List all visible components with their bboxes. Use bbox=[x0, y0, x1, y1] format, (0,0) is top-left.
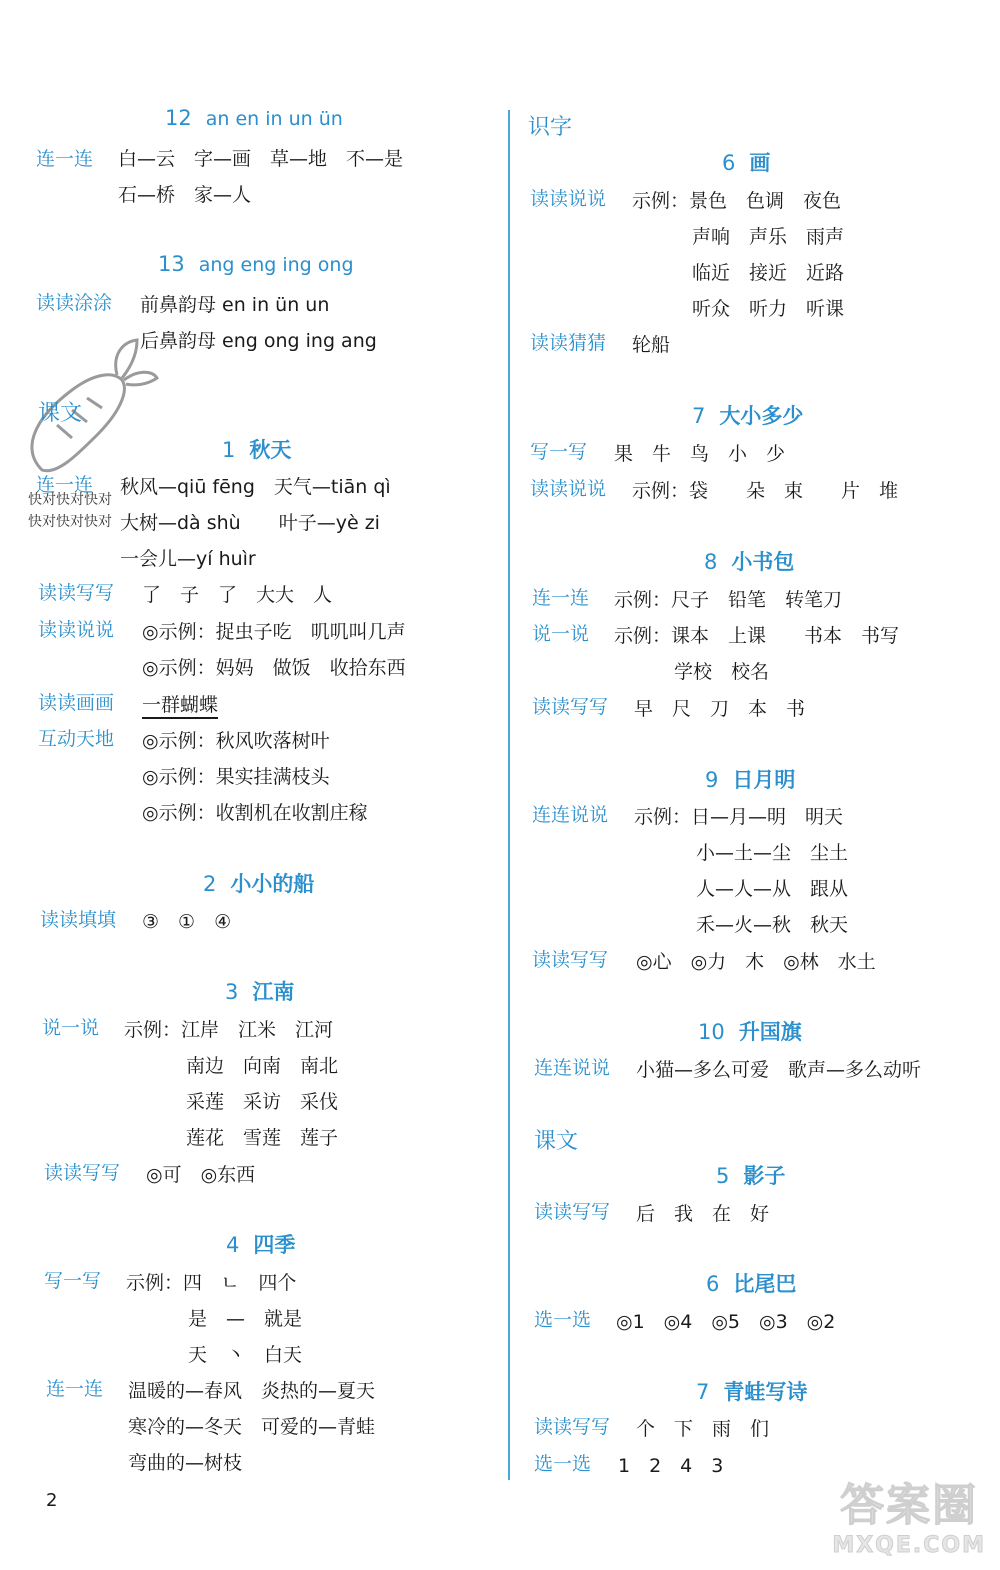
exercise-label: 连一连 bbox=[532, 587, 590, 609]
lesson-3-title bbox=[225, 976, 294, 1006]
exercise-label: 写一写 bbox=[530, 441, 588, 463]
lesson-title: 小书包 bbox=[731, 550, 795, 574]
answer-line: ◎示例：果实挂满枝头 bbox=[142, 766, 330, 788]
section-heading: 课文 bbox=[38, 401, 83, 426]
answer-line: 声响 声乐 雨声 bbox=[692, 226, 845, 248]
exercise-label: 选一选 bbox=[534, 1453, 592, 1475]
answer-line: 是 — 就是 bbox=[188, 1308, 303, 1330]
answer-line: 后鼻韵母 eng ong ing ang bbox=[140, 330, 377, 352]
lesson-title: 日月明 bbox=[732, 768, 796, 792]
lesson-number: 2 bbox=[203, 872, 217, 896]
answer-line: 个 下 雨 们 bbox=[636, 1418, 770, 1440]
lesson-number: 6 bbox=[722, 151, 736, 175]
answer-line: 示例：袋 朵 束 片 堆 bbox=[632, 480, 899, 502]
lesson-title: 比尾巴 bbox=[733, 1272, 797, 1296]
answer-line: 一会儿—yí huìr bbox=[120, 548, 256, 570]
lesson-number: 13 bbox=[158, 252, 185, 276]
answer-line: 白—云 字—画 草—地 不—是 bbox=[118, 148, 404, 170]
lesson-8-title bbox=[704, 546, 794, 576]
exercise-label: 写一写 bbox=[44, 1270, 102, 1292]
lesson-number: 1 bbox=[222, 438, 236, 462]
lesson-number: 12 bbox=[165, 106, 192, 130]
answer-line: 前鼻韵母 en in ün un bbox=[140, 294, 330, 316]
answer-line: 小—土—尘 尘土 bbox=[696, 842, 849, 864]
exercise-label: 读读说说 bbox=[530, 188, 607, 210]
answer-line: 大树—dà shù 叶子—yè zi bbox=[120, 512, 380, 534]
section-heading: 识字 bbox=[528, 115, 573, 140]
answer-line: ◎示例：秋风吹落树叶 bbox=[142, 730, 330, 752]
exercise-label: 连一连 bbox=[36, 148, 94, 170]
lesson-title: 青蛙写诗 bbox=[723, 1380, 808, 1404]
answer-line: ◎心 ◎力 木 ◎林 水土 bbox=[636, 951, 876, 973]
answer-line: 小猫—多么可爱 歌声—多么动听 bbox=[636, 1059, 922, 1081]
watermark-text: 快对快对快对 bbox=[28, 514, 112, 530]
answer-line: 示例：课本 上课 书本 书写 bbox=[614, 625, 900, 647]
answer-line: 天 丶 白天 bbox=[188, 1344, 303, 1366]
section-heading: 课文 bbox=[534, 1129, 579, 1154]
exercise-label: 读读写写 bbox=[534, 1201, 611, 1223]
logo-text: 答案圈 bbox=[840, 1480, 979, 1531]
answer-line: 学校 校名 bbox=[674, 661, 770, 683]
text-lesson-6-title bbox=[706, 1268, 796, 1298]
exercise-label: 说一说 bbox=[42, 1017, 100, 1039]
lesson-title: 影子 bbox=[743, 1164, 786, 1188]
lesson-13-title bbox=[158, 252, 354, 276]
lesson-1-title bbox=[222, 434, 291, 464]
exercise-label: 互动天地 bbox=[38, 728, 115, 750]
lesson-title: an en in un ün bbox=[205, 108, 343, 130]
exercise-label: 读读写写 bbox=[534, 1416, 611, 1438]
answer-line: 临近 接近 近路 bbox=[692, 262, 845, 284]
carrot-icon bbox=[12, 330, 162, 480]
answer-line: 禾—火—秋 秋天 bbox=[696, 914, 849, 936]
text-lesson-5-title bbox=[716, 1160, 785, 1190]
lesson-title: 四季 bbox=[253, 1233, 296, 1257]
answer-line: 温暖的—春风 炎热的—夏天 bbox=[128, 1380, 376, 1402]
lesson-6-title bbox=[722, 147, 770, 177]
answer-line: 了 子 了 大大 人 bbox=[142, 584, 333, 606]
answer-line: 1 2 4 3 bbox=[618, 1455, 724, 1477]
lesson-number: 4 bbox=[226, 1233, 240, 1257]
answer-line: 后 我 在 好 bbox=[636, 1203, 770, 1225]
exercise-label: 读读猜猜 bbox=[530, 332, 607, 354]
exercise-label: 读读写写 bbox=[532, 949, 609, 971]
answer-line: 示例：江岸 江米 江河 bbox=[124, 1019, 334, 1041]
watermark-text: 快对快对快对 bbox=[28, 492, 112, 508]
lesson-title: 秋天 bbox=[249, 438, 292, 462]
lesson-4-title bbox=[226, 1229, 295, 1259]
answer-line: 石—桥 家—人 bbox=[118, 184, 252, 206]
exercise-label: 读读写写 bbox=[44, 1162, 121, 1184]
lesson-number: 7 bbox=[696, 1380, 710, 1404]
answer-line: 示例：尺子 铅笔 转笔刀 bbox=[614, 589, 843, 611]
exercise-label: 读读写写 bbox=[38, 582, 115, 604]
page-number: 2 bbox=[46, 1490, 58, 1511]
exercise-label: 读读画画 bbox=[38, 692, 115, 714]
exercise-label: 读读说说 bbox=[530, 478, 607, 500]
lesson-2-title bbox=[203, 868, 314, 898]
exercise-label: 读读写写 bbox=[532, 696, 609, 718]
exercise-label: 连连说说 bbox=[534, 1057, 611, 1079]
lesson-title: ang eng ing ong bbox=[198, 254, 354, 276]
lesson-title: 小小的船 bbox=[230, 872, 315, 896]
answer-line: 秋风—qiū fēng 天气—tiān qì bbox=[120, 476, 391, 498]
answer-line: ◎示例：收割机在收割庄稼 bbox=[142, 802, 368, 824]
answer-line: 弯曲的—树枝 bbox=[128, 1452, 243, 1474]
answer-line: 示例：景色 色调 夜色 bbox=[632, 190, 842, 212]
site-logo bbox=[832, 1469, 986, 1558]
exercise-label: 读读填填 bbox=[40, 909, 117, 931]
exercise-label: 读读说说 bbox=[38, 619, 115, 641]
answer-line: ◎1 ◎4 ◎5 ◎3 ◎2 bbox=[616, 1311, 836, 1333]
exercise-label: 说一说 bbox=[532, 623, 590, 645]
lesson-number: 7 bbox=[692, 404, 706, 428]
lesson-title: 江南 bbox=[252, 980, 295, 1004]
underlined-answer: 一群蝴蝶 bbox=[142, 694, 218, 719]
answer-line: 早 尺 刀 本 书 bbox=[634, 698, 806, 720]
answer-line: 听众 听力 听课 bbox=[692, 298, 845, 320]
lesson-number: 6 bbox=[706, 1272, 720, 1296]
lesson-title: 升国旗 bbox=[738, 1020, 802, 1044]
logo-url: MXQE.COM bbox=[832, 1533, 986, 1558]
answer-line bbox=[142, 690, 218, 717]
exercise-label: 连连说说 bbox=[532, 804, 609, 826]
answer-line: 示例：日—月—明 明天 bbox=[634, 806, 844, 828]
lesson-number: 3 bbox=[225, 980, 239, 1004]
text-lesson-7-title bbox=[696, 1376, 807, 1406]
lesson-number: 5 bbox=[716, 1164, 730, 1188]
lesson-number: 8 bbox=[704, 550, 718, 574]
column-divider bbox=[508, 110, 510, 1480]
answer-line: 采莲 采访 采伐 bbox=[186, 1091, 339, 1113]
lesson-title: 大小多少 bbox=[719, 404, 804, 428]
lesson-number: 9 bbox=[705, 768, 719, 792]
answer-line: ◎可 ◎东西 bbox=[146, 1164, 256, 1186]
lesson-12-title bbox=[165, 106, 343, 130]
answer-line: 果 牛 鸟 小 少 bbox=[614, 443, 786, 465]
lesson-10-title bbox=[698, 1016, 802, 1046]
exercise-label: 选一选 bbox=[534, 1309, 592, 1331]
lesson-number: 10 bbox=[698, 1020, 725, 1044]
answer-line: 莲花 雪莲 莲子 bbox=[186, 1127, 339, 1149]
answer-line: 示例：四 ㄴ 四个 bbox=[126, 1272, 297, 1294]
answer-line: 寒冷的—冬天 可爱的—青蛙 bbox=[128, 1416, 376, 1438]
exercise-label: 读读涂涂 bbox=[36, 292, 113, 314]
answer-line: ◎示例：妈妈 做饭 收拾东西 bbox=[142, 657, 406, 679]
lesson-title: 画 bbox=[749, 151, 771, 175]
answer-line: 轮船 bbox=[632, 334, 671, 356]
lesson-7-title bbox=[692, 400, 803, 430]
exercise-label: 连一连 bbox=[46, 1378, 104, 1400]
answer-line: 人—人—从 跟从 bbox=[696, 878, 849, 900]
answer-line: ◎示例：捉虫子吃 叽叽叫几声 bbox=[142, 621, 406, 643]
answer-line: ③ ① ④ bbox=[142, 911, 232, 933]
lesson-9-title bbox=[705, 764, 795, 794]
answer-line: 南边 向南 南北 bbox=[186, 1055, 339, 1077]
exercise-label: 连一连 bbox=[36, 474, 94, 496]
